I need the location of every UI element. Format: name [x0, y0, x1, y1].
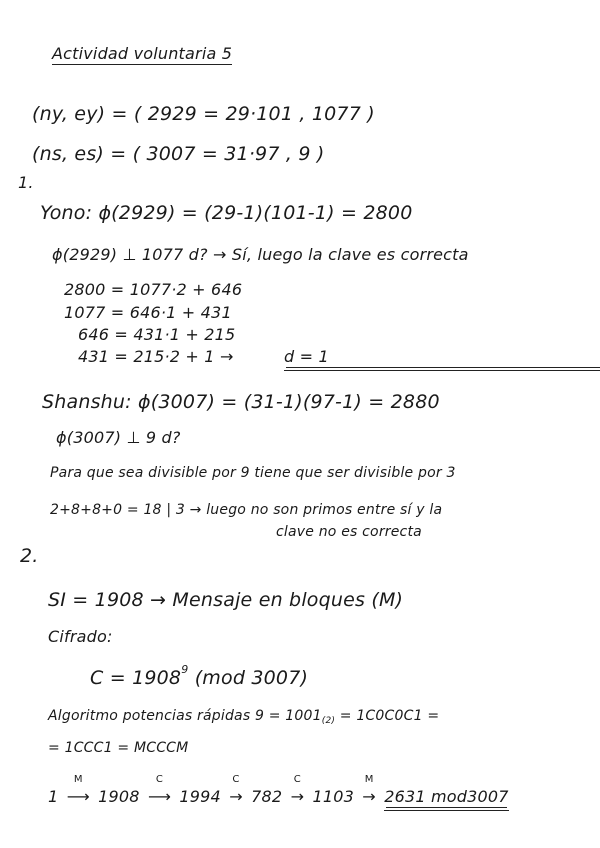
yono-phi-line: Yono: ϕ(2929) = (29-1)(101-1) = 2800 — [40, 202, 413, 224]
cifrado-label: Cifrado: — [48, 627, 113, 646]
chain-arrow-1: M ⟶ — [64, 787, 93, 806]
euclid-step-1: 2800 = 1077·2 + 646 — [64, 280, 243, 299]
section-number-1: 1. — [18, 173, 34, 192]
shanshu-question-line: ϕ(3007) ⊥ 9 d? — [56, 428, 181, 447]
cipher-base: C = 1908 — [90, 667, 182, 689]
algorithm-line-2: = 1CCC1 = MCCCM — [48, 740, 189, 756]
euclid-step-4: 431 = 215·2 + 1 → — [78, 347, 234, 366]
divisibility-text: Para que sea divisible por 9 tiene que ser divisible por 3 — [50, 465, 456, 481]
shanshu-phi-line: Shanshu: ϕ(3007) = (31-1)(97-1) = 2880 — [42, 391, 440, 413]
key-pair-shanshu: (ns, es) = ( 3007 = 31·97 , 9 ) — [32, 143, 325, 165]
page-title: Actividad voluntaria 5 — [52, 44, 233, 63]
chain-final-result: 2631 mod3007 — [384, 787, 509, 806]
chain-value: 782 — [251, 787, 283, 806]
euclid-step-2: 1077 = 646·1 + 431 — [64, 303, 232, 322]
chain-arrow-label: C — [155, 774, 164, 785]
cipher-modulus: (mod 3007) — [194, 667, 309, 689]
exponentiation-chain — [48, 774, 509, 806]
chain-arrow-label: C — [293, 774, 301, 785]
algorithm-line — [48, 708, 439, 724]
chain-value: 1908 — [98, 787, 140, 806]
section-number-2: 2. — [20, 545, 39, 567]
si-message-line: SI = 1908 → Mensaje en bloques (M) — [48, 589, 404, 611]
digit-sum-line-2: clave no es correcta — [276, 524, 422, 540]
key-pair-yono: (ny, ey) = ( 2929 = 29·101 , 1077 ) — [32, 103, 375, 125]
chain-arrow-3: C → — [226, 787, 246, 806]
cipher-exponent: 9 — [181, 663, 189, 676]
algorithm-text: Algoritmo potencias rápidas 9 = 1001 — [48, 708, 322, 724]
digit-sum-line: 2+8+8+0 = 18 | 3 → luego no son primos entre sí y la — [50, 502, 443, 518]
chain-start: 1 — [48, 787, 59, 806]
chain-arrow-label: M — [73, 774, 83, 785]
chain-value: 1103 — [312, 787, 354, 806]
yono-question-line: ϕ(2929) ⊥ 1077 d? → Sí, luego la clave es correcta — [52, 245, 469, 264]
algorithm-rest: = 1C0C0C1 = — [335, 708, 440, 724]
algorithm-base-subscript: (2) — [321, 716, 336, 726]
chain-arrow-5: M → — [359, 787, 379, 806]
chain-value: 1994 — [179, 787, 221, 806]
chain-arrow-4: C → — [288, 787, 308, 806]
chain-arrow-2: C ⟶ — [145, 787, 174, 806]
d-result: d = 1 — [284, 347, 600, 366]
cipher-formula — [90, 663, 309, 689]
euclid-step-3: 646 = 431·1 + 215 — [78, 325, 236, 344]
chain-arrow-label: C — [232, 774, 240, 785]
chain-arrow-label: M — [364, 774, 374, 785]
